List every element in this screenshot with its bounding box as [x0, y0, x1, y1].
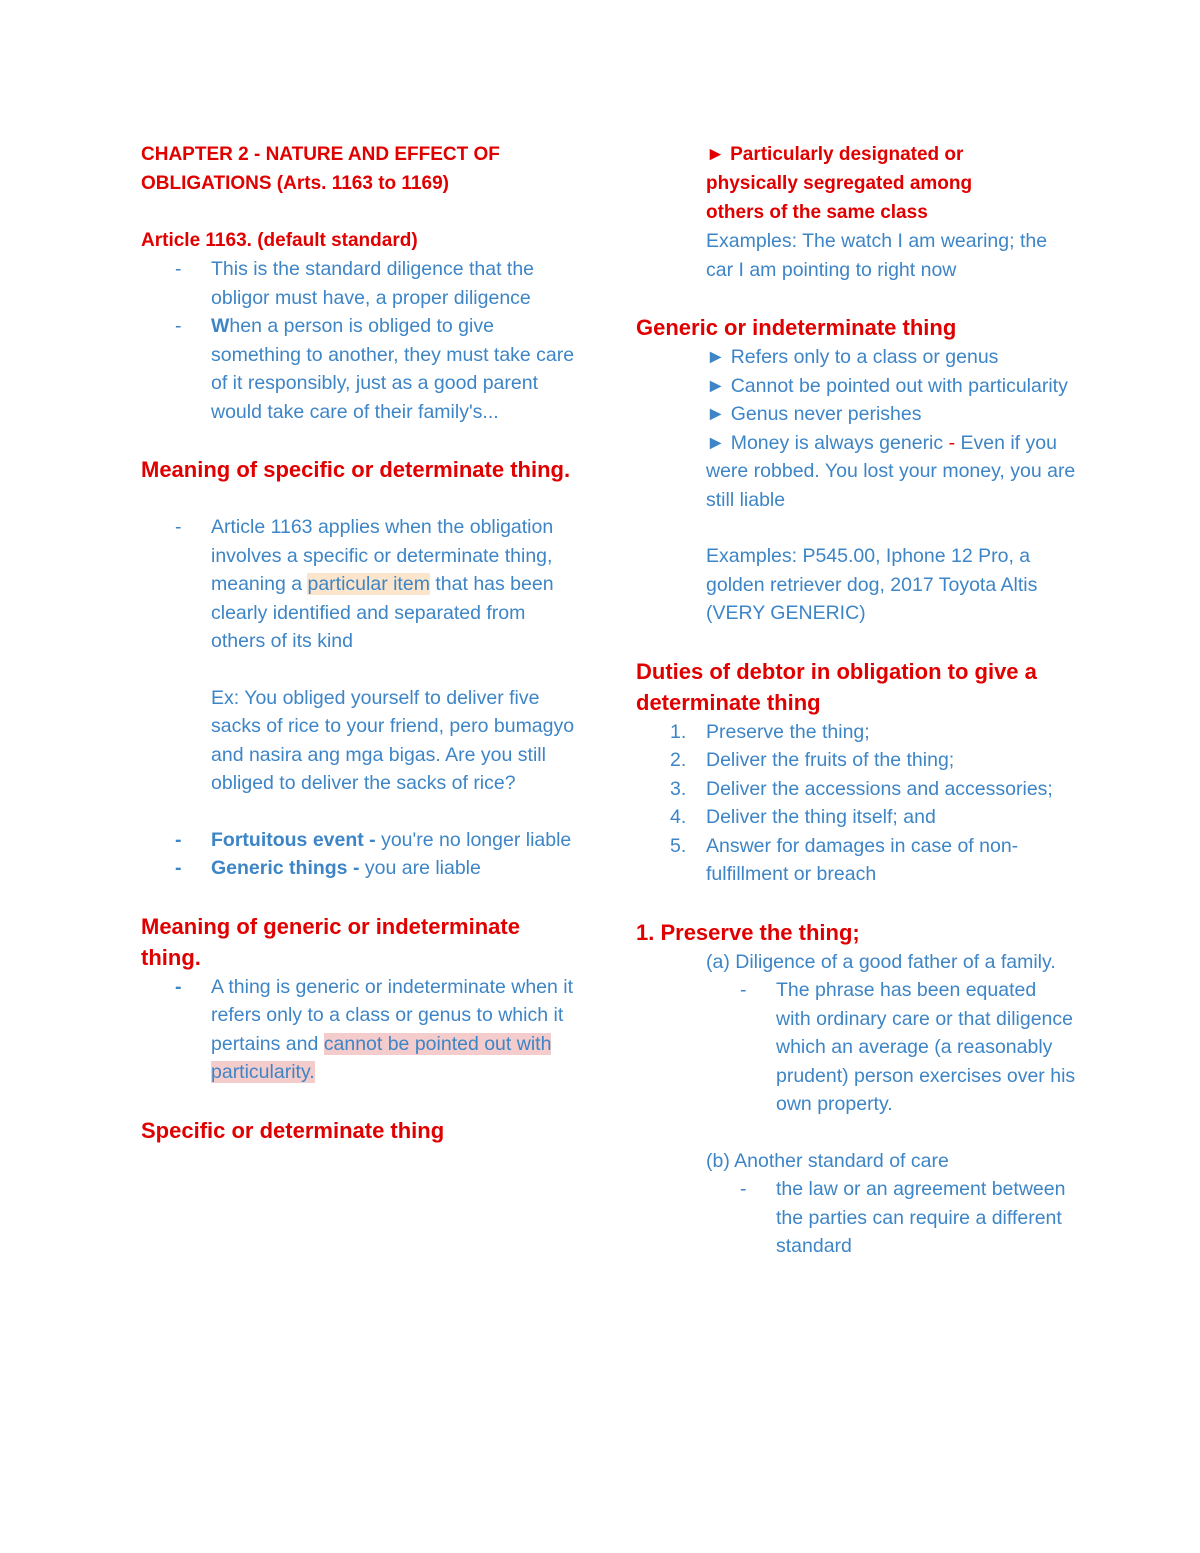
list-item [636, 832, 1076, 889]
list-text: Deliver the accessions and accessories; [706, 777, 1053, 800]
highlight-particular-item: particular item [307, 573, 430, 595]
list-number: 1. [670, 720, 687, 743]
list-text: Answer for damages in case of non-fulfillment or breach [706, 834, 1019, 885]
duties-heading: Duties of debtor in obligation to give a determinate thing [636, 658, 1037, 715]
another-b: (b) Another standard of care [706, 1149, 949, 1172]
list-item [141, 312, 581, 426]
list-number: 4. [670, 806, 687, 828]
generic-label: Generic things - [211, 857, 360, 879]
particularly-line2: physically segregated among [706, 173, 973, 194]
money-text: ► Money is always generic [706, 431, 949, 454]
liability-bullets [141, 826, 581, 883]
diligence-a-sub [636, 976, 1076, 1119]
money-explanation: Even if you were robbed. You lost your money, you are still liable [706, 431, 1076, 511]
list-text: Preserve the thing; [706, 720, 870, 743]
example-paragraph: Ex: You obliged yourself to deliver five sacks of rice to your friend, pero bumagyo and nasira ang mga bigas. Are you still obliged to deliver the sacks of rice? [211, 686, 575, 794]
examples-specific: Examples: The watch I am wearing; the car I am pointing to right now [706, 230, 1048, 281]
list-item [141, 513, 581, 656]
particularly-line1: ► Particularly designated or [706, 144, 964, 165]
list-number: 3. [670, 777, 687, 800]
list-item [636, 803, 1076, 832]
diligence-a: (a) Diligence of a good father of a family. [706, 950, 1056, 973]
text-run: that has been clearly identified and separated from others of its kind [211, 573, 554, 652]
generic-point: ► Cannot be pointed out with particularity [706, 374, 1068, 397]
list-item [141, 854, 581, 883]
generic-text: you are liable [359, 857, 481, 879]
examples-generic: Examples: P545.00, Iphone 12 Pro, a golden retriever dog, 2017 Toyota Altis (VERY GENERIC) [706, 545, 1038, 624]
list-number: 2. [670, 749, 687, 771]
generic-heading: Generic or indeterminate thing [636, 315, 957, 340]
list-item [636, 718, 1076, 747]
list-text: Deliver the thing itself; and [706, 806, 936, 828]
preserve-heading: 1. Preserve the thing; [636, 919, 860, 945]
left-column [141, 140, 581, 1146]
bold-initial: W [211, 315, 230, 337]
chapter-title [141, 140, 581, 198]
another-b-sub [636, 1175, 1076, 1261]
highlight-cannot-be-pointed: cannot be pointed out with particularity. [211, 1032, 552, 1083]
fortuitous-label: Fortuitous event - [211, 828, 376, 851]
list-item-text: hen a person is obliged to give something to another, they must take care of it responsibly, just as a good parent would take care of their family's... [211, 315, 575, 423]
duties-list [636, 718, 1076, 889]
generic-points [636, 343, 1076, 628]
list-item [636, 775, 1076, 804]
generic-point-money [706, 429, 1076, 515]
list-item: - This is the standard diligence that the obligor must have, a proper diligence [141, 255, 581, 312]
fortuitous-text: you're no longer liable [375, 828, 572, 851]
list-item [141, 826, 581, 855]
meaning-specific-heading: Meaning of specific or determinate thing. [141, 457, 571, 482]
generic-point: ► Refers only to a class or genus [706, 346, 999, 368]
list-item: - the law or an agreement between the parties can require a different standard [636, 1175, 1076, 1261]
list-text: Deliver the fruits of the thing; [706, 749, 955, 771]
meaning-generic-bullets [141, 973, 581, 1087]
generic-point: ► Genus never perishes [706, 403, 922, 425]
chapter-title-line1: CHAPTER 2 - NATURE AND EFFECT OF [141, 144, 500, 165]
text-run: Article 1163 applies when the obligation involves a specific or determinate thing, meaning a [211, 516, 554, 595]
text-run: A thing is generic or indeterminate when it refers only to a class or genus to which it pertains and [211, 975, 574, 1055]
article-heading: Article 1163. (default standard) [141, 230, 418, 251]
chapter-title-line2: OBLIGATIONS (Arts. 1163 to 1169) [141, 173, 449, 194]
right-column [636, 140, 1076, 1261]
article-bullets [141, 255, 581, 426]
meaning-generic-heading: Meaning of generic or indeterminate thing. [141, 913, 520, 970]
money-dash: - [948, 431, 956, 454]
meaning-specific-bullets [141, 513, 581, 656]
particularly-designated-block [636, 140, 1076, 227]
list-item [141, 973, 581, 1087]
list-item [636, 746, 1076, 775]
list-number: 5. [670, 834, 687, 857]
particularly-line3: others of the same class [706, 202, 928, 223]
specific-heading: Specific or determinate thing [141, 1117, 445, 1143]
list-item: - The phrase has been equated with ordinary care or that diligence which an average (a reasonably prudent) person exercises over his own property. [636, 976, 1076, 1119]
